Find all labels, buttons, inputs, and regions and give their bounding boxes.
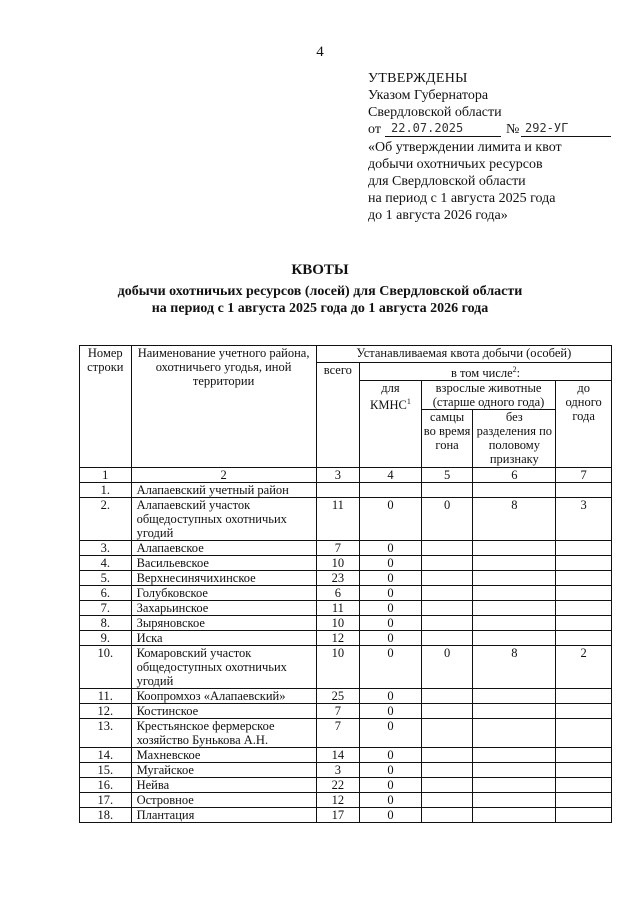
header-including bbox=[360, 363, 612, 381]
no-sex-cell bbox=[473, 541, 556, 556]
young-cell bbox=[556, 704, 612, 719]
males-cell bbox=[421, 571, 473, 586]
table-row bbox=[80, 646, 612, 689]
approval-block bbox=[368, 70, 618, 224]
kmns-cell: 0 bbox=[360, 793, 422, 808]
table-row bbox=[80, 601, 612, 616]
young-cell bbox=[556, 689, 612, 704]
col-number: 7 bbox=[556, 468, 612, 483]
no-sex-cell bbox=[473, 719, 556, 748]
column-number-row bbox=[80, 468, 612, 483]
males-cell bbox=[421, 616, 473, 631]
header-including-text: в том числе bbox=[450, 366, 513, 381]
footnote-2: 2 bbox=[512, 365, 517, 374]
total-cell: 14 bbox=[316, 748, 359, 763]
document-heading bbox=[0, 262, 640, 317]
total-cell: 7 bbox=[316, 541, 359, 556]
footnote-1: 1 bbox=[406, 397, 411, 407]
row-number-cell: 17. bbox=[80, 793, 132, 808]
total-cell: 22 bbox=[316, 778, 359, 793]
header-kmns bbox=[360, 381, 422, 468]
kmns-cell bbox=[360, 483, 422, 498]
decree-date-row bbox=[368, 121, 618, 139]
row-number-cell: 6. bbox=[80, 586, 132, 601]
approval-title: УТВЕРЖДЕНЫ bbox=[368, 71, 468, 86]
row-name-cell: Иска bbox=[131, 631, 316, 646]
row-name-cell: Алапаевский участок общедоступных охотничьих угодий bbox=[131, 498, 316, 541]
males-cell bbox=[421, 541, 473, 556]
row-name-cell: Алапаевский учетный район bbox=[131, 483, 316, 498]
kmns-cell: 0 bbox=[360, 586, 422, 601]
no-sex-cell bbox=[473, 631, 556, 646]
no-sex-cell bbox=[473, 704, 556, 719]
table-row bbox=[80, 808, 612, 823]
total-cell: 12 bbox=[316, 631, 359, 646]
header-no-sex: без разделения по половому признаку bbox=[473, 410, 556, 468]
kmns-cell: 0 bbox=[360, 616, 422, 631]
row-name-cell: Алапаевское bbox=[131, 541, 316, 556]
row-number-cell: 9. bbox=[80, 631, 132, 646]
males-cell bbox=[421, 763, 473, 778]
males-cell bbox=[421, 586, 473, 601]
row-number-cell: 2. bbox=[80, 498, 132, 541]
no-sex-cell bbox=[473, 616, 556, 631]
row-name-cell: Коопромхоз «Алапаевский» bbox=[131, 689, 316, 704]
males-cell bbox=[421, 704, 473, 719]
decree-ref-5: до 1 августа 2026 года» bbox=[368, 208, 508, 223]
date-prefix: от bbox=[368, 122, 381, 137]
row-name-cell: Комаровский участок общедоступных охотничьих угодий bbox=[131, 646, 316, 689]
males-cell bbox=[421, 689, 473, 704]
row-number-cell: 3. bbox=[80, 541, 132, 556]
table-row bbox=[80, 541, 612, 556]
total-cell: 7 bbox=[316, 719, 359, 748]
males-cell bbox=[421, 631, 473, 646]
row-name-cell: Костинское bbox=[131, 704, 316, 719]
males-cell bbox=[421, 778, 473, 793]
kmns-cell: 0 bbox=[360, 704, 422, 719]
kmns-cell: 0 bbox=[360, 748, 422, 763]
col-number: 5 bbox=[421, 468, 473, 483]
kmns-cell: 0 bbox=[360, 601, 422, 616]
males-cell: 0 bbox=[421, 646, 473, 689]
males-cell bbox=[421, 719, 473, 748]
quota-table bbox=[79, 345, 612, 823]
no-sex-cell: 8 bbox=[473, 646, 556, 689]
table-row bbox=[80, 571, 612, 586]
table-row bbox=[80, 631, 612, 646]
header-quota: Устанавливаемая квота добычи (особей) bbox=[316, 346, 611, 363]
total-cell: 10 bbox=[316, 556, 359, 571]
row-name-cell: Зыряновское bbox=[131, 616, 316, 631]
total-cell: 11 bbox=[316, 601, 359, 616]
table-row bbox=[80, 704, 612, 719]
young-cell bbox=[556, 719, 612, 748]
decree-date: 22.07.2025 bbox=[385, 121, 501, 137]
approval-line2: Свердловской области bbox=[368, 105, 502, 120]
total-cell: 7 bbox=[316, 704, 359, 719]
total-cell: 3 bbox=[316, 763, 359, 778]
young-cell bbox=[556, 556, 612, 571]
total-cell: 17 bbox=[316, 808, 359, 823]
approval-line1: Указом Губернатора bbox=[368, 88, 489, 103]
no-sex-cell bbox=[473, 793, 556, 808]
young-cell bbox=[556, 631, 612, 646]
table-row bbox=[80, 763, 612, 778]
row-number-cell: 4. bbox=[80, 556, 132, 571]
row-number-cell: 5. bbox=[80, 571, 132, 586]
heading-line2: на период с 1 августа 2025 года до 1 августа 2026 года bbox=[151, 301, 489, 316]
row-number-cell: 13. bbox=[80, 719, 132, 748]
col-number: 1 bbox=[80, 468, 132, 483]
no-sex-cell bbox=[473, 556, 556, 571]
no-sex-cell bbox=[473, 763, 556, 778]
males-cell bbox=[421, 808, 473, 823]
row-number-cell: 1. bbox=[80, 483, 132, 498]
decree-number: 292-УГ bbox=[521, 121, 611, 137]
heading-title: КВОТЫ bbox=[291, 262, 349, 278]
col-number: 3 bbox=[316, 468, 359, 483]
header-total: всего bbox=[316, 363, 359, 468]
col-number: 6 bbox=[473, 468, 556, 483]
young-cell bbox=[556, 541, 612, 556]
no-sex-cell bbox=[473, 586, 556, 601]
number-label: № bbox=[506, 122, 520, 137]
decree-ref-2: добычи охотничьих ресурсов bbox=[368, 157, 543, 172]
kmns-cell: 0 bbox=[360, 571, 422, 586]
young-cell bbox=[556, 571, 612, 586]
heading-line1: добычи охотничьих ресурсов (лосей) для Свердловской области bbox=[117, 284, 523, 299]
row-name-cell: Махневское bbox=[131, 748, 316, 763]
no-sex-cell bbox=[473, 483, 556, 498]
row-name-cell: Голубковское bbox=[131, 586, 316, 601]
col-number: 4 bbox=[360, 468, 422, 483]
males-cell: 0 bbox=[421, 498, 473, 541]
young-cell bbox=[556, 483, 612, 498]
row-number-cell: 14. bbox=[80, 748, 132, 763]
table-row bbox=[80, 689, 612, 704]
kmns-cell: 0 bbox=[360, 498, 422, 541]
table-row bbox=[80, 793, 612, 808]
kmns-cell: 0 bbox=[360, 541, 422, 556]
row-number-cell: 12. bbox=[80, 704, 132, 719]
row-number-cell: 10. bbox=[80, 646, 132, 689]
header-row-number: Номер строки bbox=[80, 346, 132, 468]
no-sex-cell: 8 bbox=[473, 498, 556, 541]
no-sex-cell bbox=[473, 808, 556, 823]
header-kmns-text: для КМНС bbox=[370, 381, 407, 413]
young-cell bbox=[556, 808, 612, 823]
table-row bbox=[80, 719, 612, 748]
young-cell bbox=[556, 793, 612, 808]
no-sex-cell bbox=[473, 601, 556, 616]
row-name-cell: Островное bbox=[131, 793, 316, 808]
header-males: самцы во время гона bbox=[421, 410, 473, 468]
header-adults: взрослые животные (старше одного года) bbox=[421, 381, 555, 410]
table-row bbox=[80, 498, 612, 541]
no-sex-cell bbox=[473, 778, 556, 793]
row-number-cell: 7. bbox=[80, 601, 132, 616]
kmns-cell: 0 bbox=[360, 646, 422, 689]
table-row bbox=[80, 778, 612, 793]
row-name-cell: Васильевское bbox=[131, 556, 316, 571]
row-name-cell: Захарьинское bbox=[131, 601, 316, 616]
table-row bbox=[80, 616, 612, 631]
young-cell bbox=[556, 763, 612, 778]
males-cell bbox=[421, 793, 473, 808]
row-number-cell: 11. bbox=[80, 689, 132, 704]
kmns-cell: 0 bbox=[360, 689, 422, 704]
males-cell bbox=[421, 483, 473, 498]
row-number-cell: 18. bbox=[80, 808, 132, 823]
decree-ref-1: «Об утверждении лимита и квот bbox=[368, 140, 562, 155]
males-cell bbox=[421, 556, 473, 571]
header-including-colon: : bbox=[516, 366, 521, 381]
kmns-cell: 0 bbox=[360, 763, 422, 778]
kmns-cell: 0 bbox=[360, 631, 422, 646]
kmns-cell: 0 bbox=[360, 719, 422, 748]
row-name-cell: Мугайское bbox=[131, 763, 316, 778]
young-cell bbox=[556, 748, 612, 763]
total-cell: 25 bbox=[316, 689, 359, 704]
row-name-cell: Плантация bbox=[131, 808, 316, 823]
young-cell bbox=[556, 601, 612, 616]
no-sex-cell bbox=[473, 689, 556, 704]
total-cell: 23 bbox=[316, 571, 359, 586]
table-row bbox=[80, 556, 612, 571]
kmns-cell: 0 bbox=[360, 808, 422, 823]
young-cell bbox=[556, 586, 612, 601]
decree-ref-3: для Свердловской области bbox=[368, 174, 526, 189]
total-cell: 12 bbox=[316, 793, 359, 808]
row-name-cell: Верхнесинячихинское bbox=[131, 571, 316, 586]
decree-ref-4: на период с 1 августа 2025 года bbox=[368, 191, 556, 206]
no-sex-cell bbox=[473, 571, 556, 586]
young-cell: 3 bbox=[556, 498, 612, 541]
row-name-cell: Нейва bbox=[131, 778, 316, 793]
males-cell bbox=[421, 601, 473, 616]
males-cell bbox=[421, 748, 473, 763]
header-name: Наименование учетного района, охотничьего угодья, иной территории bbox=[131, 346, 316, 468]
col-number: 2 bbox=[131, 468, 316, 483]
total-cell: 11 bbox=[316, 498, 359, 541]
total-cell: 6 bbox=[316, 586, 359, 601]
row-number-cell: 8. bbox=[80, 616, 132, 631]
total-cell: 10 bbox=[316, 616, 359, 631]
row-number-cell: 15. bbox=[80, 763, 132, 778]
young-cell bbox=[556, 778, 612, 793]
row-number-cell: 16. bbox=[80, 778, 132, 793]
kmns-cell: 0 bbox=[360, 556, 422, 571]
table-row bbox=[80, 748, 612, 763]
young-cell bbox=[556, 616, 612, 631]
table-row bbox=[80, 483, 612, 498]
total-cell: 10 bbox=[316, 646, 359, 689]
total-cell bbox=[316, 483, 359, 498]
table-row bbox=[80, 586, 612, 601]
row-name-cell: Крестьянское фермерское хозяйство Бунькова А.Н. bbox=[131, 719, 316, 748]
no-sex-cell bbox=[473, 748, 556, 763]
header-young: до одного года bbox=[556, 381, 612, 468]
page-number: 4 bbox=[316, 44, 324, 60]
kmns-cell: 0 bbox=[360, 778, 422, 793]
young-cell: 2 bbox=[556, 646, 612, 689]
